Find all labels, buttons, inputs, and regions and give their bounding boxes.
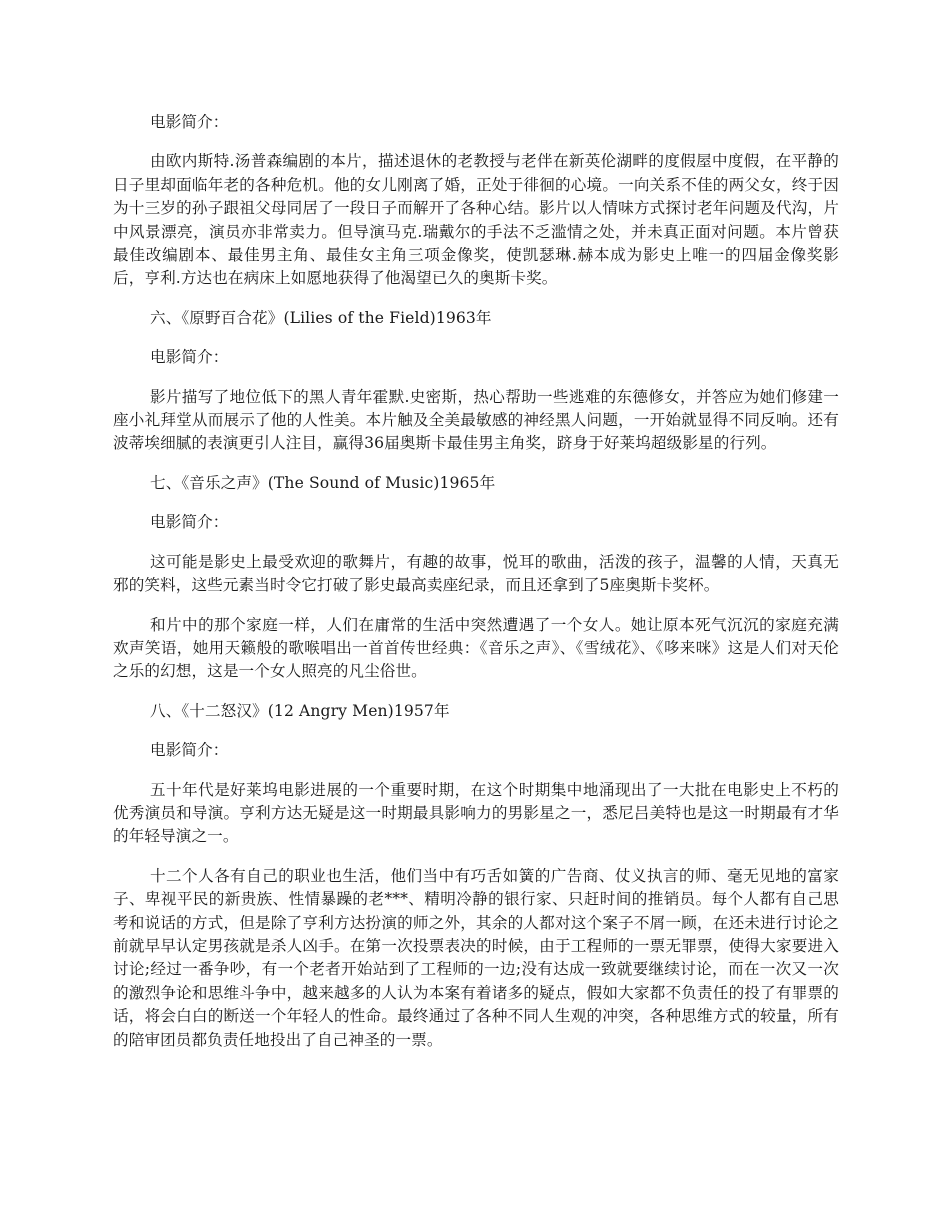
synopsis-label: 电影简介： <box>150 113 229 131</box>
document-body <box>113 111 839 1068</box>
film-heading: 七、《音乐之声》(The Sound of Music)1965年 <box>150 473 496 492</box>
synopsis-paragraph: 影片描写了地位低下的黑人青年霍默.史密斯，热心帮助一些逃难的东德修女，并答应为她们修建一座小礼拜堂从而展示了他的人性美。本片触及全美最敏感的神经黑人问题，一开始就显得不同反响。还有波蒂埃细腻的表演更引人注目，赢得36届奥斯卡最佳男主角奖，跻身于好莱坞超级影星的行列。 <box>113 387 839 453</box>
film-heading: 八、《十二怒汉》(12 Angry Men)1957年 <box>150 701 450 720</box>
synopsis-paragraph: 和片中的那个家庭一样，人们在庸常的生活中突然遭遇了一个女人。她让原本死气沉沉的家庭充满欢声笑语，她用天籁般的歌喉唱出一首首传世经典：《音乐之声》、《雪绒花》、《哆来咪》这是人们对天伦之乐的幻想，这是一个女人照亮的凡尘俗世。 <box>113 615 839 681</box>
synopsis-paragraph: 这可能是影史上最受欢迎的歌舞片，有趣的故事，悦耳的歌曲，活泼的孩子，温馨的人情，天真无邪的笑料，这些元素当时令它打破了影史最高卖座纪录，而且还拿到了5座奥斯卡奖杯。 <box>113 552 839 595</box>
synopsis-paragraph: 五十年代是好莱坞电影进展的一个重要时期，在这个时期集中地涌现出了一大批在电影史上不朽的优秀演员和导演。亨利方达无疑是这一时期最具影响力的男影星之一，悉尼吕美特也是这一时期最有才华的年轻导演之一。 <box>113 780 839 846</box>
synopsis-paragraph: 十二个人各有自己的职业也生活，他们当中有巧舌如簧的广告商、仗义执言的师、毫无见地的富家子、卑视平民的新贵族、性情暴躁的老***、精明冷静的银行家、只赶时间的推销员。每个人都有自己思考和说话的方式，但是除了亨利方达扮演的师之外，其余的人都对这个案子不屑一顾，在还未进行讨论之前就早早认定男孩就是杀人凶手。在第一次投票表决的时候，由于工程师的一票无罪票，使得大家要进入讨论;经过一番争吵，有一个老者开始站到了工程师的一边;没有达成一致就要继续讨论，而在一次又一次的激烈争论和思维斗争中，越来越多的人认为本案有着诸多的疑点，假如大家都不负责任的投了有罪票的话，将会白白的断送一个年轻人的性命。最终通过了各种不同人生观的冲突，各种思维方式的较量，所有的陪审团员都负责任地投出了自己神圣的一票。 <box>113 866 839 1049</box>
synopsis-label: 电影简介： <box>150 513 229 532</box>
synopsis-label: 电影简介： <box>150 348 229 367</box>
synopsis-paragraph: 由欧内斯特.汤普森编剧的本片，描述退休的老教授与老伴在新英伦湖畔的度假屋中度假，在平静的日子里却面临年老的各种危机。他的女儿刚离了婚，正处于徘徊的心境。一向关系不佳的两父女，终于因为十三岁的孙子跟祖父母同居了一段日子而解开了各种心结。影片以人情味方式探讨老年问题及代沟，片中风景漂亮，演员亦非常卖力。但导演马克.瑞戴尔的手法不乏滥情之处，并未真正面对问题。本片曾获最佳改编剧本、最佳男主角、最佳女主角三项金像奖，使凯瑟琳.赫本成为影史上唯一的四届金像奖影后，亨利.方达也在病床上如愿地获得了他渴望已久的奥斯卡奖。 <box>113 152 839 288</box>
synopsis-label: 电影简介： <box>150 741 229 760</box>
film-heading: 六、《原野百合花》(Lilies of the Field)1963年 <box>150 308 492 327</box>
